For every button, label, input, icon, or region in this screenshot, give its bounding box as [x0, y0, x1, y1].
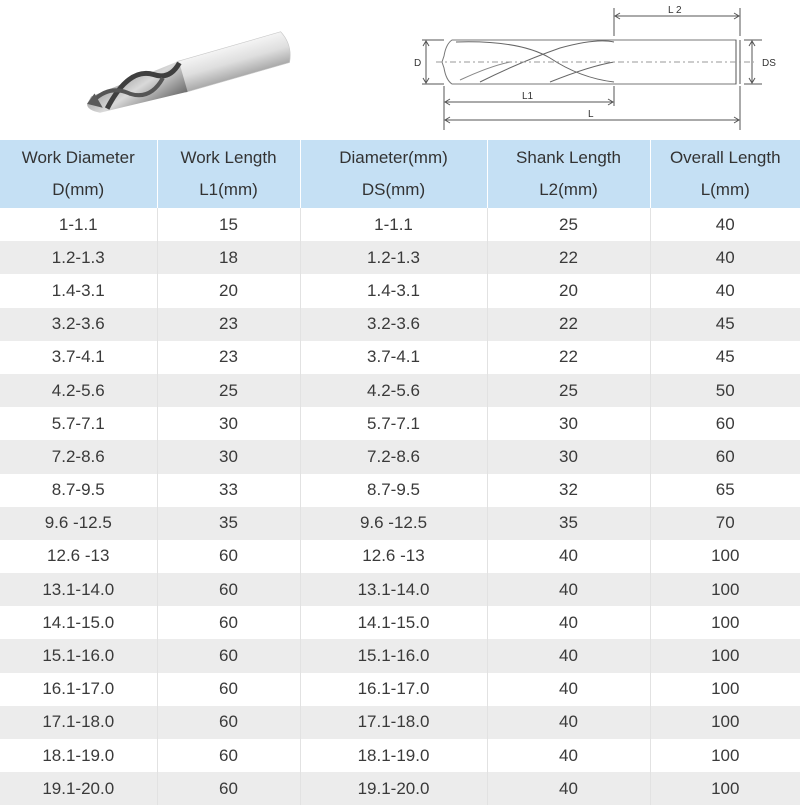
- cell-work-diameter: 7.2-8.6: [0, 440, 157, 473]
- table-row: [0, 540, 800, 573]
- cell-shank-length: 25: [487, 208, 650, 241]
- cell-overall-length: 100: [650, 573, 800, 606]
- table-row: [0, 208, 800, 241]
- label-ds: DS: [762, 58, 776, 69]
- table-row: [0, 606, 800, 639]
- cell-shank-length: 40: [487, 606, 650, 639]
- cell-work-length: 30: [157, 407, 300, 440]
- cell-work-length: 60: [157, 772, 300, 805]
- cell-work-length: 20: [157, 274, 300, 307]
- cell-overall-length: 100: [650, 706, 800, 739]
- table-row: [0, 639, 800, 672]
- label-d: D: [414, 58, 421, 69]
- cell-work-diameter: 17.1-18.0: [0, 706, 157, 739]
- cell-work-length: 60: [157, 540, 300, 573]
- table-row: [0, 241, 800, 274]
- cell-work-diameter: 5.7-7.1: [0, 407, 157, 440]
- table-body: [0, 208, 800, 805]
- cell-work-diameter: 9.6 -12.5: [0, 507, 157, 540]
- cell-shank-length: 40: [487, 739, 650, 772]
- cell-work-length: 33: [157, 474, 300, 507]
- cell-shank-diameter: 9.6 -12.5: [300, 507, 487, 540]
- cell-overall-length: 45: [650, 308, 800, 341]
- cell-work-length: 25: [157, 374, 300, 407]
- product-header: [0, 0, 800, 140]
- cell-work-length: 35: [157, 507, 300, 540]
- cell-work-length: 18: [157, 241, 300, 274]
- table-row: [0, 308, 800, 341]
- cell-shank-length: 40: [487, 673, 650, 706]
- table-row: [0, 673, 800, 706]
- cell-work-diameter: 3.2-3.6: [0, 308, 157, 341]
- header-label: Overall Length: [651, 142, 800, 174]
- header-unit: L(mm): [651, 174, 800, 206]
- cell-work-length: 60: [157, 673, 300, 706]
- header-label: Work Length: [158, 142, 300, 174]
- cell-overall-length: 100: [650, 772, 800, 805]
- table-row: [0, 706, 800, 739]
- cell-work-length: 60: [157, 739, 300, 772]
- cell-work-length: 60: [157, 639, 300, 672]
- table-row: [0, 739, 800, 772]
- table-row: [0, 407, 800, 440]
- table-row: [0, 440, 800, 473]
- cell-work-length: 23: [157, 308, 300, 341]
- cell-work-diameter: 14.1-15.0: [0, 606, 157, 639]
- cell-work-length: 15: [157, 208, 300, 241]
- cell-shank-diameter: 1-1.1: [300, 208, 487, 241]
- cell-shank-length: 30: [487, 440, 650, 473]
- cell-shank-length: 40: [487, 639, 650, 672]
- cell-shank-diameter: 4.2-5.6: [300, 374, 487, 407]
- table-row: [0, 573, 800, 606]
- cell-work-diameter: 3.7-4.1: [0, 341, 157, 374]
- cell-overall-length: 100: [650, 540, 800, 573]
- cell-work-length: 23: [157, 341, 300, 374]
- cell-overall-length: 70: [650, 507, 800, 540]
- cell-shank-diameter: 5.7-7.1: [300, 407, 487, 440]
- cell-work-diameter: 13.1-14.0: [0, 573, 157, 606]
- cell-shank-length: 30: [487, 407, 650, 440]
- cell-overall-length: 45: [650, 341, 800, 374]
- table-header-row: [0, 140, 800, 208]
- cell-shank-length: 40: [487, 573, 650, 606]
- cell-overall-length: 100: [650, 606, 800, 639]
- header-label: Shank Length: [488, 142, 650, 174]
- cell-shank-length: 22: [487, 341, 650, 374]
- label-l1: L1: [522, 91, 534, 102]
- cell-work-diameter: 1.4-3.1: [0, 274, 157, 307]
- cell-overall-length: 65: [650, 474, 800, 507]
- header-label: Work Diameter: [0, 142, 157, 174]
- cell-work-diameter: 12.6 -13: [0, 540, 157, 573]
- cell-shank-length: 40: [487, 540, 650, 573]
- cell-overall-length: 40: [650, 208, 800, 241]
- cell-shank-diameter: 12.6 -13: [300, 540, 487, 573]
- header-shank-diameter: [300, 140, 487, 208]
- cell-overall-length: 100: [650, 739, 800, 772]
- cell-shank-length: 40: [487, 706, 650, 739]
- cell-work-diameter: 4.2-5.6: [0, 374, 157, 407]
- cell-work-diameter: 19.1-20.0: [0, 772, 157, 805]
- cell-shank-length: 22: [487, 241, 650, 274]
- cell-work-length: 60: [157, 573, 300, 606]
- spec-table: [0, 140, 800, 805]
- cell-overall-length: 100: [650, 639, 800, 672]
- cell-overall-length: 60: [650, 407, 800, 440]
- header-work-diameter: [0, 140, 157, 208]
- cell-shank-diameter: 16.1-17.0: [300, 673, 487, 706]
- cell-shank-diameter: 3.2-3.6: [300, 308, 487, 341]
- header-unit: L2(mm): [488, 174, 650, 206]
- cell-work-diameter: 1.2-1.3: [0, 241, 157, 274]
- cell-work-diameter: 1-1.1: [0, 208, 157, 241]
- cell-shank-diameter: 1.4-3.1: [300, 274, 487, 307]
- cell-shank-length: 35: [487, 507, 650, 540]
- table-row: [0, 507, 800, 540]
- table-row: [0, 474, 800, 507]
- cell-shank-diameter: 15.1-16.0: [300, 639, 487, 672]
- cell-shank-diameter: 17.1-18.0: [300, 706, 487, 739]
- table-row: [0, 374, 800, 407]
- cell-shank-diameter: 7.2-8.6: [300, 440, 487, 473]
- cell-shank-diameter: 14.1-15.0: [300, 606, 487, 639]
- header-unit: D(mm): [0, 174, 157, 206]
- cell-shank-length: 40: [487, 772, 650, 805]
- cell-overall-length: 40: [650, 274, 800, 307]
- header-overall-length: [650, 140, 800, 208]
- cell-overall-length: 50: [650, 374, 800, 407]
- cell-overall-length: 60: [650, 440, 800, 473]
- cell-work-diameter: 16.1-17.0: [0, 673, 157, 706]
- cell-shank-length: 25: [487, 374, 650, 407]
- cell-work-diameter: 8.7-9.5: [0, 474, 157, 507]
- label-l: L: [588, 109, 594, 120]
- cell-shank-diameter: 19.1-20.0: [300, 772, 487, 805]
- cell-shank-diameter: 8.7-9.5: [300, 474, 487, 507]
- cell-work-length: 60: [157, 606, 300, 639]
- header-shank-length: [487, 140, 650, 208]
- cell-shank-length: 20: [487, 274, 650, 307]
- dimension-drawing: [400, 0, 800, 140]
- cell-shank-diameter: 1.2-1.3: [300, 241, 487, 274]
- cell-shank-diameter: 3.7-4.1: [300, 341, 487, 374]
- cell-shank-length: 32: [487, 474, 650, 507]
- table-row: [0, 274, 800, 307]
- cell-work-length: 30: [157, 440, 300, 473]
- header-label: Diameter(mm): [301, 142, 487, 174]
- table-row: [0, 772, 800, 805]
- cell-work-diameter: 18.1-19.0: [0, 739, 157, 772]
- cell-work-diameter: 15.1-16.0: [0, 639, 157, 672]
- cell-overall-length: 100: [650, 673, 800, 706]
- header-unit: DS(mm): [301, 174, 487, 206]
- cell-shank-length: 22: [487, 308, 650, 341]
- cell-shank-diameter: 18.1-19.0: [300, 739, 487, 772]
- label-l2: L 2: [668, 5, 682, 16]
- cell-overall-length: 40: [650, 241, 800, 274]
- cell-work-length: 60: [157, 706, 300, 739]
- cell-shank-diameter: 13.1-14.0: [300, 573, 487, 606]
- table-row: [0, 341, 800, 374]
- header-work-length: [157, 140, 300, 208]
- header-unit: L1(mm): [158, 174, 300, 206]
- drill-bit-photo: [72, 28, 312, 128]
